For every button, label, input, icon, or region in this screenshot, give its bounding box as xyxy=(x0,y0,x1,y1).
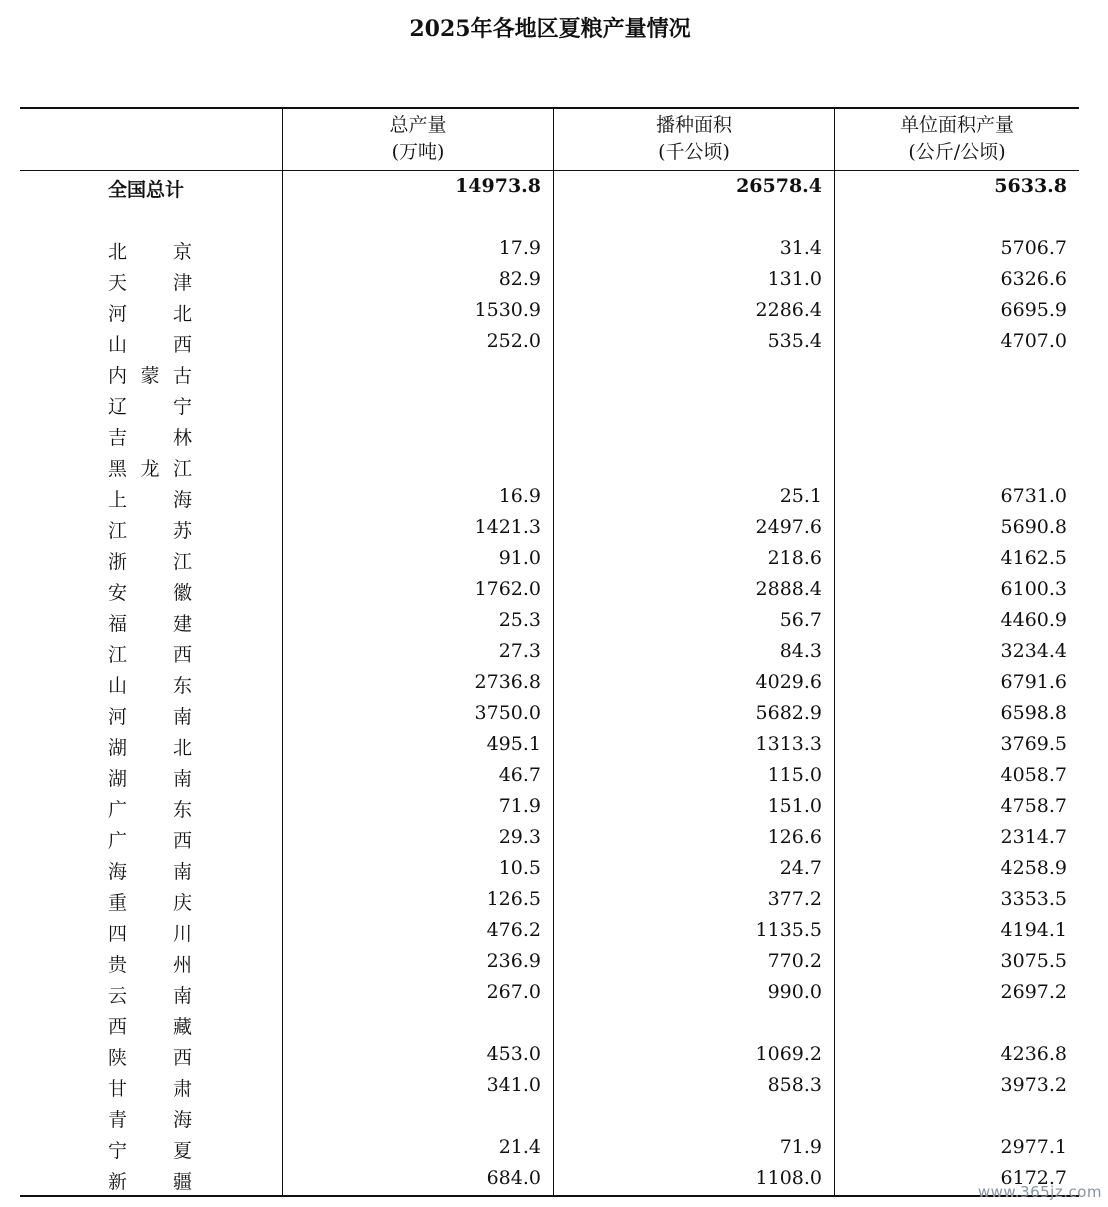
table-row xyxy=(0,795,1108,826)
yield-value: 2314.7 xyxy=(1000,826,1067,848)
table-row xyxy=(0,1074,1108,1105)
yield-value: 5690.8 xyxy=(1000,516,1067,538)
table-row xyxy=(0,454,1108,485)
region-name: 陕 西 xyxy=(108,1047,192,1069)
yield-value: 3234.4 xyxy=(1000,640,1067,662)
area-value: 151.0 xyxy=(767,795,822,817)
region-name: 天 津 xyxy=(108,272,192,294)
header-unit: (公斤/公顷) xyxy=(908,141,1006,163)
table-row xyxy=(0,671,1108,702)
table-row xyxy=(0,330,1108,361)
yield-value: 6172.7 xyxy=(1000,1167,1067,1189)
region-name: 辽 宁 xyxy=(108,396,192,418)
region-name: 福 建 xyxy=(108,613,192,635)
output-value: 476.2 xyxy=(486,919,541,941)
region-name: 江 西 xyxy=(108,644,192,666)
region-name: 四 川 xyxy=(108,923,192,945)
region-name: 甘 肃 xyxy=(108,1078,192,1100)
area-value: 131.0 xyxy=(767,268,822,290)
area-value: 71.9 xyxy=(779,1136,822,1158)
region-name: 上 海 xyxy=(108,489,192,511)
area-value: 858.3 xyxy=(767,1074,822,1096)
table-header-rule xyxy=(20,170,1079,171)
table-row xyxy=(0,423,1108,454)
area-value: 31.4 xyxy=(779,237,822,259)
output-value: 126.5 xyxy=(486,888,541,910)
region-name: 江 苏 xyxy=(108,520,192,542)
output-value: 236.9 xyxy=(486,950,541,972)
table-row xyxy=(0,268,1108,299)
yield-value: 2697.2 xyxy=(1000,981,1067,1003)
yield-value: 4460.9 xyxy=(1000,609,1067,631)
yield-value: 6326.6 xyxy=(1000,268,1067,290)
region-name: 浙 江 xyxy=(108,551,192,573)
yield-value: 4162.5 xyxy=(1000,547,1067,569)
region-name: 宁 夏 xyxy=(108,1140,192,1162)
output-value: 46.7 xyxy=(498,764,541,786)
table-row xyxy=(0,361,1108,392)
table-row xyxy=(0,950,1108,981)
output-value: 453.0 xyxy=(486,1043,541,1065)
output-value: 267.0 xyxy=(486,981,541,1003)
region-name: 全国总计 xyxy=(108,179,185,201)
yield-value: 2977.1 xyxy=(1000,1136,1067,1158)
area-value: 56.7 xyxy=(779,609,822,631)
area-value: 535.4 xyxy=(767,330,822,352)
table-top-rule xyxy=(20,107,1079,109)
yield-value: 6100.3 xyxy=(1000,578,1067,600)
region-name: 海 南 xyxy=(108,861,192,883)
table-row xyxy=(0,888,1108,919)
region-name: 吉 林 xyxy=(108,427,192,449)
header-yield-per-area xyxy=(835,112,1079,166)
table-row xyxy=(0,609,1108,640)
region-name: 广 西 xyxy=(108,830,192,852)
table-row xyxy=(0,919,1108,950)
area-value: 1069.2 xyxy=(755,1043,822,1065)
output-value: 29.3 xyxy=(498,826,541,848)
output-value: 16.9 xyxy=(498,485,541,507)
area-value: 126.6 xyxy=(767,826,822,848)
header-label: 总产量 xyxy=(389,114,447,136)
national-total-row xyxy=(0,175,1108,206)
table-row xyxy=(0,547,1108,578)
output-value: 25.3 xyxy=(498,609,541,631)
area-value: 1313.3 xyxy=(755,733,822,755)
area-value: 5682.9 xyxy=(755,702,822,724)
table-row xyxy=(0,1012,1108,1043)
output-value: 91.0 xyxy=(498,547,541,569)
region-name: 重 庆 xyxy=(108,892,192,914)
area-value: 4029.6 xyxy=(755,671,822,693)
header-unit: (千公顷) xyxy=(658,141,730,163)
area-value: 25.1 xyxy=(779,485,822,507)
table-row xyxy=(0,1136,1108,1167)
area-value: 2286.4 xyxy=(755,299,822,321)
yield-value: 3353.5 xyxy=(1000,888,1067,910)
output-value: 495.1 xyxy=(486,733,541,755)
output-value: 2736.8 xyxy=(474,671,541,693)
area-value: 2497.6 xyxy=(755,516,822,538)
region-name: 湖 北 xyxy=(108,737,192,759)
output-value: 1762.0 xyxy=(474,578,541,600)
table-row xyxy=(0,702,1108,733)
table-row xyxy=(0,981,1108,1012)
area-value: 990.0 xyxy=(767,981,822,1003)
area-value: 770.2 xyxy=(767,950,822,972)
region-name: 广 东 xyxy=(108,799,192,821)
region-name: 贵 州 xyxy=(108,954,192,976)
yield-value: 4058.7 xyxy=(1000,764,1067,786)
output-value: 10.5 xyxy=(498,857,541,879)
output-value: 82.9 xyxy=(498,268,541,290)
area-value: 1108.0 xyxy=(755,1167,822,1189)
area-value: 1135.5 xyxy=(755,919,822,941)
area-value: 84.3 xyxy=(779,640,822,662)
region-name: 北 京 xyxy=(108,241,192,263)
output-value: 684.0 xyxy=(486,1167,541,1189)
yield-value: 6791.6 xyxy=(1000,671,1067,693)
yield-value: 4194.1 xyxy=(1000,919,1067,941)
yield-value: 4236.8 xyxy=(1000,1043,1067,1065)
table-row xyxy=(0,516,1108,547)
table-row xyxy=(0,485,1108,516)
watermark: www.365jz.com xyxy=(977,1183,1102,1201)
area-value: 24.7 xyxy=(779,857,822,879)
yield-value: 4758.7 xyxy=(1000,795,1067,817)
table-row xyxy=(0,733,1108,764)
yield-value: 5633.8 xyxy=(994,175,1067,197)
table-row xyxy=(0,1043,1108,1074)
table-row xyxy=(0,237,1108,268)
output-value: 341.0 xyxy=(486,1074,541,1096)
area-value: 218.6 xyxy=(767,547,822,569)
header-label: 播种面积 xyxy=(655,114,732,136)
region-name: 河 南 xyxy=(108,706,192,728)
yield-value: 4258.9 xyxy=(1000,857,1067,879)
region-name: 黑 龙 江 xyxy=(108,458,192,480)
yield-value: 3973.2 xyxy=(1000,1074,1067,1096)
table-row xyxy=(0,1105,1108,1136)
area-value: 2888.4 xyxy=(755,578,822,600)
output-value: 14973.8 xyxy=(455,175,541,197)
table-row xyxy=(0,640,1108,671)
region-name: 湖 南 xyxy=(108,768,192,790)
yield-value: 6731.0 xyxy=(1000,485,1067,507)
region-name: 山 西 xyxy=(108,334,192,356)
table-row xyxy=(0,857,1108,888)
region-name: 西 藏 xyxy=(108,1016,192,1038)
yield-value: 4707.0 xyxy=(1000,330,1067,352)
output-value: 1421.3 xyxy=(474,516,541,538)
header-total-output xyxy=(283,112,553,166)
header-unit: (万吨) xyxy=(391,141,445,163)
region-name: 内 蒙 古 xyxy=(108,365,192,387)
area-value: 377.2 xyxy=(767,888,822,910)
output-value: 21.4 xyxy=(498,1136,541,1158)
region-name: 安 徽 xyxy=(108,582,192,604)
table-row xyxy=(0,764,1108,795)
region-name: 山 东 xyxy=(108,675,192,697)
region-name: 云 南 xyxy=(108,985,192,1007)
region-name: 青 海 xyxy=(108,1109,192,1131)
region-name: 新 疆 xyxy=(108,1171,192,1193)
output-value: 3750.0 xyxy=(474,702,541,724)
yield-value: 6695.9 xyxy=(1000,299,1067,321)
table-row xyxy=(0,392,1108,423)
area-value: 26578.4 xyxy=(736,175,822,197)
header-sown-area xyxy=(554,112,834,166)
yield-value: 3769.5 xyxy=(1000,733,1067,755)
output-value: 71.9 xyxy=(498,795,541,817)
page-title: 2025年各地区夏粮产量情况 xyxy=(409,16,691,42)
yield-value: 5706.7 xyxy=(1000,237,1067,259)
table-row xyxy=(0,826,1108,857)
yield-value: 3075.5 xyxy=(1000,950,1067,972)
output-value: 27.3 xyxy=(498,640,541,662)
table-row xyxy=(0,1167,1108,1198)
output-value: 252.0 xyxy=(486,330,541,352)
output-value: 1530.9 xyxy=(474,299,541,321)
table-row xyxy=(0,299,1108,330)
table-row xyxy=(0,578,1108,609)
area-value: 115.0 xyxy=(767,764,822,786)
header-label: 单位面积产量 xyxy=(899,114,1014,136)
region-name: 河 北 xyxy=(108,303,192,325)
yield-value: 6598.8 xyxy=(1000,702,1067,724)
output-value: 17.9 xyxy=(498,237,541,259)
